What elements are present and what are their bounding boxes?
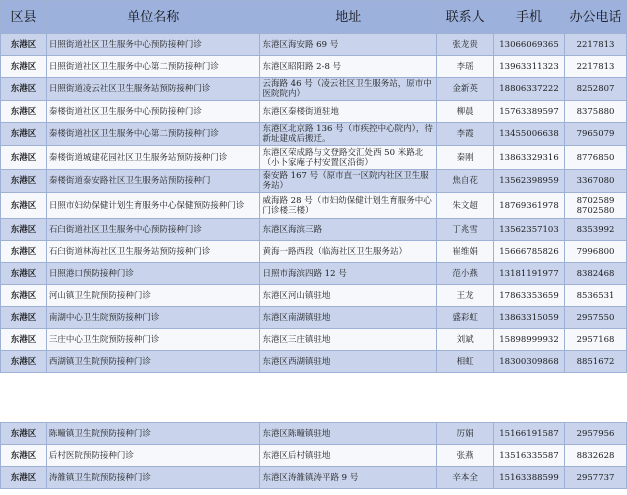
table-row: [1, 423, 627, 445]
address-cell: 东港区西湖镇驻地: [260, 351, 437, 373]
table-row: [1, 445, 627, 467]
address-cell: 东港区海滨三路: [260, 219, 437, 241]
phone-cell: 13562398959: [494, 170, 565, 193]
phone-cell: 13963311323: [494, 56, 565, 78]
table-row: [1, 101, 627, 123]
district-cell: 东港区: [1, 241, 47, 263]
phone-cell: 18806337222: [494, 78, 565, 101]
office-phone-cell: 2957737: [565, 467, 627, 489]
address-cell: 东港区河山镇驻地: [260, 285, 437, 307]
contact-cell: 张燕: [437, 445, 494, 467]
table-row: [1, 351, 627, 373]
unit-name-cell: 陈疃镇卫生院预防接种门诊: [46, 423, 260, 445]
table-row: [1, 307, 627, 329]
unit-name-cell: 河山镇卫生院预防接种门诊: [46, 285, 260, 307]
header-phone: 手机: [494, 1, 565, 34]
table-row: [1, 193, 627, 219]
contact-cell: 辛本全: [437, 467, 494, 489]
address-cell: 云海路 46 号（凌云社区卫生服务站，原市中医院院内）: [260, 78, 437, 101]
district-cell: 东港区: [1, 170, 47, 193]
office-phone-cell: [565, 193, 627, 219]
phone-cell: 13455006638: [494, 123, 565, 146]
office-phone-cell: 7965079: [565, 123, 627, 146]
header-address: 地址: [260, 1, 437, 34]
address-cell: 泰安路 167 号（原市直一区院内社区卫生服务站）: [260, 170, 437, 193]
phone-cell: 15163388599: [494, 467, 565, 489]
district-cell: 东港区: [1, 101, 47, 123]
unit-name-cell: 三庄中心卫生院预防接种门诊: [46, 329, 260, 351]
district-cell: 东港区: [1, 56, 47, 78]
contact-cell: 王龙: [437, 285, 494, 307]
table-row: [1, 146, 627, 170]
district-cell: 东港区: [1, 285, 47, 307]
district-cell: 东港区: [1, 467, 47, 489]
contact-cell: 李霞: [437, 123, 494, 146]
contact-cell: 朱文超: [437, 193, 494, 219]
district-cell: 东港区: [1, 423, 47, 445]
contact-cell: 范小燕: [437, 263, 494, 285]
table-row: [1, 123, 627, 146]
district-cell: 东港区: [1, 193, 47, 219]
header-office-phone: 办公电话: [565, 1, 627, 34]
address-cell: 黄海一路西段（临海社区卫生服务站）: [260, 241, 437, 263]
office-phone-cell: 2217813: [565, 56, 627, 78]
contact-cell: 盛彩虹: [437, 307, 494, 329]
table-row: [1, 329, 627, 351]
table-row: [1, 241, 627, 263]
contact-cell: 丁兆雪: [437, 219, 494, 241]
phone-cell: 15666785826: [494, 241, 565, 263]
office-phone-cell: 2957956: [565, 423, 627, 445]
district-cell: 东港区: [1, 146, 47, 170]
contact-cell: 厉娟: [437, 423, 494, 445]
contact-cell: 李瑶: [437, 56, 494, 78]
unit-name-cell: 南湖中心卫生院预防接种门诊: [46, 307, 260, 329]
address-cell: 威海路 28 号（市妇幼保健计划生育服务中心门诊楼三楼）: [260, 193, 437, 219]
address-cell: 东港区后村镇驻地: [260, 445, 437, 467]
district-cell: 东港区: [1, 329, 47, 351]
table-row: [1, 170, 627, 193]
contact-cell: 金新英: [437, 78, 494, 101]
office-phone-cell: 2217813: [565, 34, 627, 56]
office-phone-cell: 7996800: [565, 241, 627, 263]
district-cell: 东港区: [1, 34, 47, 56]
address-cell: 东港区海安路 69 号: [260, 34, 437, 56]
district-cell: 东港区: [1, 219, 47, 241]
phone-cell: 13516335587: [494, 445, 565, 467]
phone-cell: 15763389597: [494, 101, 565, 123]
table-header-row: [1, 1, 627, 34]
phone-cell: 13562357103: [494, 219, 565, 241]
office-phone-cell: 2957168: [565, 329, 627, 351]
office-phone-cell: 3367080: [565, 170, 627, 193]
unit-name-cell: 涛雒镇卫生院预防接种门诊: [46, 467, 260, 489]
unit-name-cell: 秦楼街道城建花园社区卫生服务站预防接种门诊: [46, 146, 260, 170]
unit-name-cell: 日照街道社区卫生服务中心预防接种门诊: [46, 34, 260, 56]
vaccination-clinic-table-continued: [0, 422, 627, 489]
district-cell: 东港区: [1, 351, 47, 373]
header-contact: 联系人: [437, 1, 494, 34]
phone-cell: 13863329316: [494, 146, 565, 170]
contact-cell: 相虹: [437, 351, 494, 373]
contact-cell: 崔维娟: [437, 241, 494, 263]
contact-cell: 焦自花: [437, 170, 494, 193]
address-cell: 日照市海滨四路 12 号: [260, 263, 437, 285]
phone-cell: 13066069365: [494, 34, 565, 56]
office-phone-cell: 2957550: [565, 307, 627, 329]
office-phone-line: 8702589: [576, 195, 615, 206]
phone-cell: 13863315059: [494, 307, 565, 329]
table-row: [1, 285, 627, 307]
table-row: [1, 263, 627, 285]
table-row: [1, 78, 627, 101]
unit-name-cell: 石臼街道林海社区卫生服务站预防接种门诊: [46, 241, 260, 263]
address-cell: 东港区荣成路与文登路交汇处西 50 米路北（小卜家庵子村安置区沿街）: [260, 146, 437, 170]
phone-cell: 18769361978: [494, 193, 565, 219]
address-cell: 东港区涛雒镇涛平路 9 号: [260, 467, 437, 489]
unit-name-cell: 秦楼街道泰安路社区卫生服务站预防接种门: [46, 170, 260, 193]
unit-name-cell: 日照街道社区卫生服务中心第二预防接种门诊: [46, 56, 260, 78]
unit-name-cell: 日照市妇幼保健计划生育服务中心保健预防接种门诊: [46, 193, 260, 219]
district-cell: 东港区: [1, 445, 47, 467]
phone-cell: 15166191587: [494, 423, 565, 445]
office-phone-cell: 8851672: [565, 351, 627, 373]
unit-name-cell: 后村医院预防接种门诊: [46, 445, 260, 467]
office-phone-cell: 8375880: [565, 101, 627, 123]
table-row: [1, 56, 627, 78]
unit-name-cell: 石臼街道社区卫生服务中心预防接种门诊: [46, 219, 260, 241]
district-cell: 东港区: [1, 78, 47, 101]
contact-cell: 张龙贵: [437, 34, 494, 56]
address-cell: 东港区陈疃镇驻地: [260, 423, 437, 445]
phone-cell: 15898999932: [494, 329, 565, 351]
office-phone-cell: 8252807: [565, 78, 627, 101]
unit-name-cell: 日照港口预防接种门诊: [46, 263, 260, 285]
phone-cell: 18300309868: [494, 351, 565, 373]
phone-cell: 13181191977: [494, 263, 565, 285]
district-cell: 东港区: [1, 307, 47, 329]
office-phone-cell: 8382468: [565, 263, 627, 285]
unit-name-cell: 日照街道凌云社区卫生服务站预防接种门诊: [46, 78, 260, 101]
address-cell: 东港区南湖镇驻地: [260, 307, 437, 329]
contact-cell: 刘斌: [437, 329, 494, 351]
office-phone-cell: 8832628: [565, 445, 627, 467]
address-cell: 东港区秦楼街道驻地: [260, 101, 437, 123]
contact-cell: 柳晨: [437, 101, 494, 123]
phone-cell: 17863353659: [494, 285, 565, 307]
address-cell: 东港区昭阳路 2-8 号: [260, 56, 437, 78]
district-cell: 东港区: [1, 263, 47, 285]
header-unit-name: 单位名称: [46, 1, 260, 34]
unit-name-cell: 西湖镇卫生院预防接种门诊: [46, 351, 260, 373]
contact-cell: 秦刚: [437, 146, 494, 170]
office-phone-cell: 8353992: [565, 219, 627, 241]
table-row: [1, 467, 627, 489]
office-phone-line: 8702580: [576, 205, 615, 216]
table-row: [1, 219, 627, 241]
district-cell: 东港区: [1, 123, 47, 146]
unit-name-cell: 秦楼街道社区卫生服务中心第二预防接种门诊: [46, 123, 260, 146]
office-phone-cell: 8536531: [565, 285, 627, 307]
office-phone-cell: 8776850: [565, 146, 627, 170]
table-row: [1, 34, 627, 56]
unit-name-cell: 秦楼街道社区卫生服务中心预防接种门诊: [46, 101, 260, 123]
address-cell: 东港区北京路 136 号（市疾控中心院内），待新址建成后搬迁。: [260, 123, 437, 146]
address-cell: 东港区三庄镇驻地: [260, 329, 437, 351]
header-district: 区县: [1, 1, 47, 34]
